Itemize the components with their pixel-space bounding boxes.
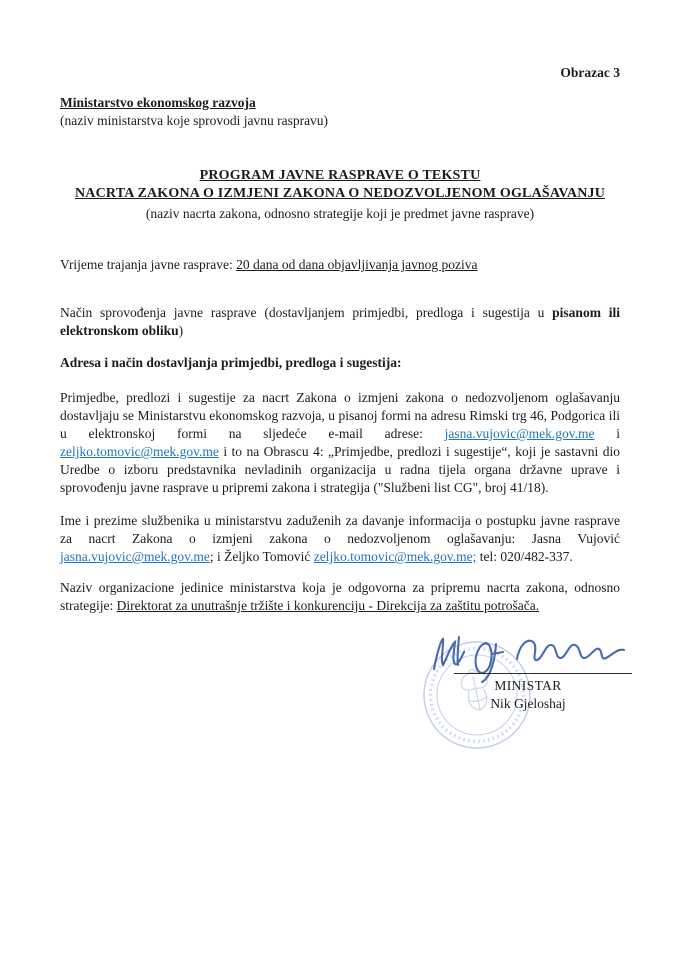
paragraph2-text-1: Ime i prezime službenika u ministarstvu zaduženih za davanje informacija o postupku javne rasprave za nacrt Zakona o izmjeni zakona o nedozvoljenom oglašavanju: Jasna Vujović [60, 513, 620, 546]
method-suffix: ) [178, 323, 184, 338]
email-link-zeljko[interactable]: zeljko.tomovic@mek.gov.me [60, 444, 219, 459]
method-prefix: Način sprovođenja javne rasprave (dostavljanjem primjedbi, predloga i sugestija u [60, 305, 553, 320]
signer-name: Nik Gjeloshaj [490, 696, 566, 711]
paragraph1-text-2: i [594, 426, 620, 441]
title-line-2-text: NACRTA ZAKONA O IZMJENI ZAKONA O NEDOZVOLJENOM OGLAŠAVANJU [74, 185, 606, 201]
paragraph2-text-2: ; i Željko Tomović [209, 549, 314, 564]
signer-role: MINISTAR [494, 678, 562, 693]
paragraph2-text-3: tel: 020/482-337. [476, 549, 573, 564]
signature-caption [428, 677, 628, 713]
paragraph3-text-1: Naziv organizacione jedinice ministarstva koja je odgovorna za pripremu nacrta zakona, odnosno strategije: [60, 580, 620, 613]
method-bold: pisanom ili elektronskom obliku [60, 305, 620, 338]
email-link-zeljko-2[interactable]: zeljko.tomovic@mek.gov.me; [313, 549, 477, 564]
title-line-1-text: PROGRAM JAVNE RASPRAVE O TEKSTU [199, 168, 481, 183]
duration-label: Vrijeme trajanja javne rasprave: [60, 257, 237, 272]
signature-line [454, 673, 632, 674]
ministry-block [60, 94, 620, 130]
ministry-name: Ministarstvo ekonomskog razvoja [60, 95, 256, 110]
paragraph-submission [60, 389, 620, 497]
paragraph-contacts [60, 512, 620, 566]
org-unit-name: Direktorat za unutrašnje tržište i konkurenciju - Direkcija za zaštitu potrošača. [116, 598, 540, 613]
paragraph1-text-1: Primjedbe, predlozi i sugestije za nacrt Zakona o izmjeni zakona o nedozvoljenom oglašavanju dostavljaju se Ministarstvu ekonomskog razvoja, u pisanoj formi na adresu Rimski trg 46, Podgorica ili u elektronskoj formi na sljedeće e-mail adrese: [60, 390, 620, 441]
title-line-2 [60, 185, 620, 203]
signature-area [60, 635, 620, 785]
email-link-jasna[interactable]: jasna.vujovic@mek.gov.me [444, 426, 595, 441]
ministry-caption: (naziv ministarstva koje sprovodi javnu raspravu) [60, 113, 329, 128]
method-paragraph [60, 304, 620, 340]
document-title [60, 167, 620, 223]
paragraph-org-unit [60, 579, 620, 615]
paragraph1-text-3: i to na Obrascu 4: „Primjedbe, predlozi i sugestije“, koji je sastavni dio Uredbe o izboru predstavnika nevladinih organizacija u radna tijela organa državne uprave i sprovođenju javne rasprave u pripremi zakona i strategija ("Službeni list CG", broj 41/18). [60, 444, 620, 495]
duration-value: 20 dana od dana objavljivanja javnog poziva [236, 257, 478, 272]
form-label: Obrazac 3 [560, 65, 620, 80]
title-line-1 [60, 167, 620, 185]
email-link-jasna-2[interactable]: jasna.vujovic@mek.gov.me [60, 549, 210, 564]
title-caption: (naziv nacrta zakona, odnosno strategije koji je predmet javne rasprave) [145, 206, 535, 221]
address-heading: Adresa i način dostavljanja primjedbi, predloga i sugestija: [60, 355, 402, 370]
duration-line [60, 256, 620, 274]
